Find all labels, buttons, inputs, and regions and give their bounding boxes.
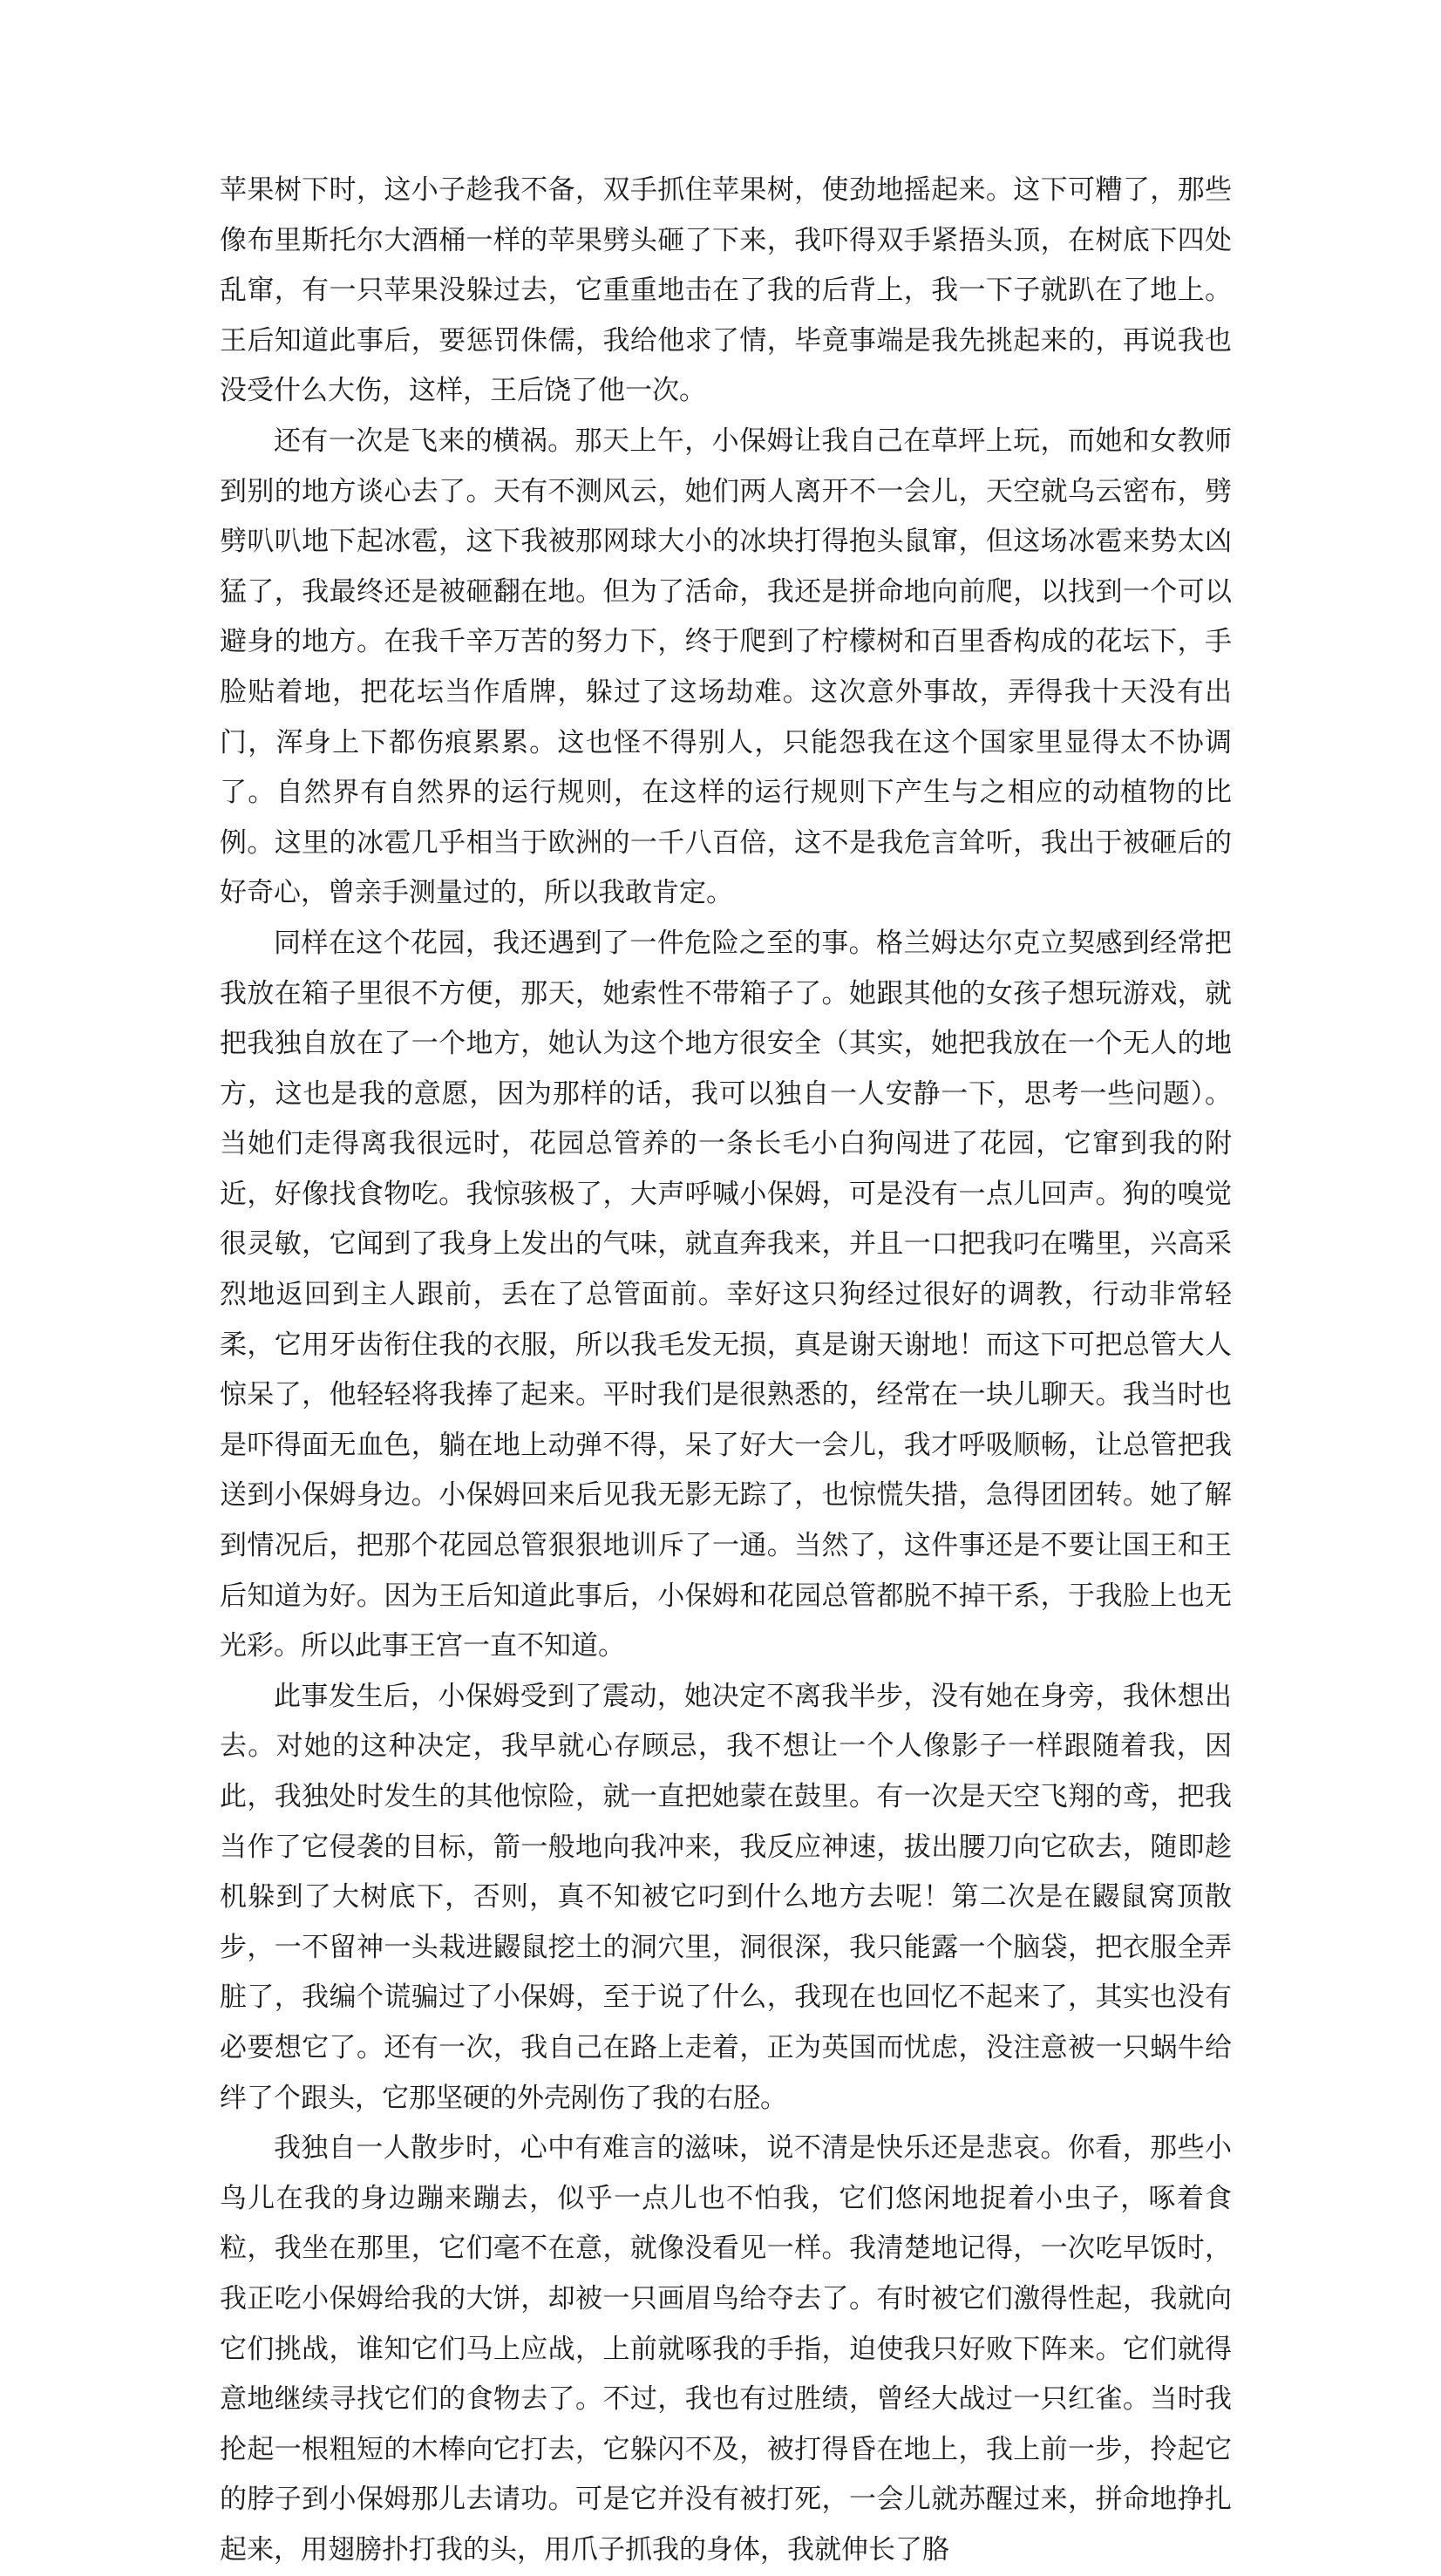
paragraph-3: 同样在这个花园，我还遇到了一件危险之至的事。格兰姆达尔克立契感到经常把我放在箱子里很不方便，那天，她索性不带箱子了。她跟其他的女孩子想玩游戏，就把我独自放在了一个地方，她认为这个地方很安全（其实，她把我放在一个无人的地方，这也是我的意愿，因为那样的话，我可以独自一人安静一下，思考一些问题）。当她们走得离我很远时，花园总管养的一条长毛小白狗闯进了花园，它窜到我的附近，好像找食物吃。我惊骇极了，大声呼喊小保姆，可是没有一点儿回声。狗的嗅觉很灵敏，它闻到了我身上发出的气味，就直奔我来，并且一口把我叼在嘴里，兴高采烈地返回到主人跟前，丢在了总管面前。幸好这只狗经过很好的调教，行动非常轻柔，它用牙齿衔住我的衣服，所以我毛发无损，真是谢天谢地！而这下可把总管大人惊呆了，他轻轻将我捧了起来。平时我们是很熟悉的，经常在一块儿聊天。我当时也是吓得面无血色，躺在地上动弹不得，呆了好大一会儿，我才呼吸顺畅，让总管把我送到小保姆身边。小保姆回来后见我无影无踪了，也惊慌失措，急得团团转。她了解到情况后，把那个花园总管狠狠地训斥了一通。当然了，这件事还是不要让国王和王后知道为好。因为王后知道此事后，小保姆和花园总管都脱不掉干系，于我脸上也无光彩。所以此事王宫一直不知道。 [220,927,1232,1662]
paragraph-1: 苹果树下时，这小子趁我不备，双手抓住苹果树，使劲地摇起来。这下可糟了，那些像布里斯托尔大酒桶一样的苹果劈头砸了下来，我吓得双手紧捂头顶，在树底下四处乱窜，有一只苹果没躲过去，它重重地击在了我的后背上，我一下子就趴在了地上。王后知道此事后，要惩罚侏儒，我给他求了情，毕竟事端是我先挑起来的，再说我也没受什么大伤，这样，王后饶了他一次。 [220,174,1232,407]
body-text [220,166,1232,2576]
paragraph-2: 还有一次是飞来的横祸。那天上午，小保姆让我自己在草坪上玩，而她和女教师到别的地方谈心去了。天有不测风云，她们两人离开不一会儿，天空就乌云密布，劈劈叭叭地下起冰雹，这下我被那网球大小的冰块打得抱头鼠窜，但这场冰雹来势太凶猛了，我最终还是被砸翻在地。但为了活命，我还是拼命地向前爬，以找到一个可以避身的地方。在我千辛万苦的努力下，终于爬到了柠檬树和百里香构成的花坛下，手脸贴着地，把花坛当作盾牌，躲过了这场劫难。这次意外事故，弄得我十天没有出门，浑身上下都伤痕累累。这也怪不得别人，只能怨我在这个国家里显得太不协调了。自然界有自然界的运行规则，在这样的运行规则下产生与之相应的动植物的比例。这里的冰雹几乎相当于欧洲的一千八百倍，这不是我危言耸听，我出于被砸后的好奇心，曾亲手测量过的，所以我敢肯定。 [220,425,1232,909]
paragraph-5: 我独自一人散步时，心中有难言的滋味，说不清是快乐还是悲哀。你看，那些小鸟儿在我的身边蹦来蹦去，似乎一点儿也不怕我，它们悠闲地捉着小虫子，啄着食粒，我坐在那里，它们毫不在意，就像没看见一样。我清楚地记得，一次吃早饭时，我正吃小保姆给我的大饼，却被一只画眉鸟给夺去了。有时被它们激得性起，我就向它们挑战，谁知它们马上应战，上前就啄我的手指，迫使我只好败下阵来。它们就得意地继续寻找它们的食物去了。不过，我也有过胜绩，曾经大战过一只红雀。当时我抡起一根粗短的木棒向它打去，它躲闪不及，被打得昏在地上，我上前一步，拎起它的脖子到小保姆那儿去请功。可是它并没有被打死，一会儿就苏醒过来，拼命地挣扎起来，用翅膀扑打我的头，用爪子抓我的身体，我就伸长了胳 [220,2132,1232,2566]
paragraph-4: 此事发生后，小保姆受到了震动，她决定不离我半步，没有她在身旁，我休想出去。对她的这种决定，我早就心存顾忌，我不想让一个人像影子一样跟随着我，因此，我独处时发生的其他惊险，就一直把她蒙在鼓里。有一次是天空飞翔的鸢，把我当作了它侵袭的目标，箭一般地向我冲来，我反应神速，拔出腰刀向它砍去，随即趁机躲到了大树底下，否则，真不知被它叼到什么地方去呢！第二次是在鼹鼠窝顶散步，一不留神一头栽进鼹鼠挖土的洞穴里，洞很深，我只能露一个脑袋，把衣服全弄脏了，我编个谎骗过了小保姆，至于说了什么，我现在也回忆不起来了，其实也没有必要想它了。还有一次，我自己在路上走着，正为英国而忧虑，没注意被一只蜗牛给绊了个跟头，它那坚硬的外壳剐伤了我的右胫。 [220,1680,1232,2114]
